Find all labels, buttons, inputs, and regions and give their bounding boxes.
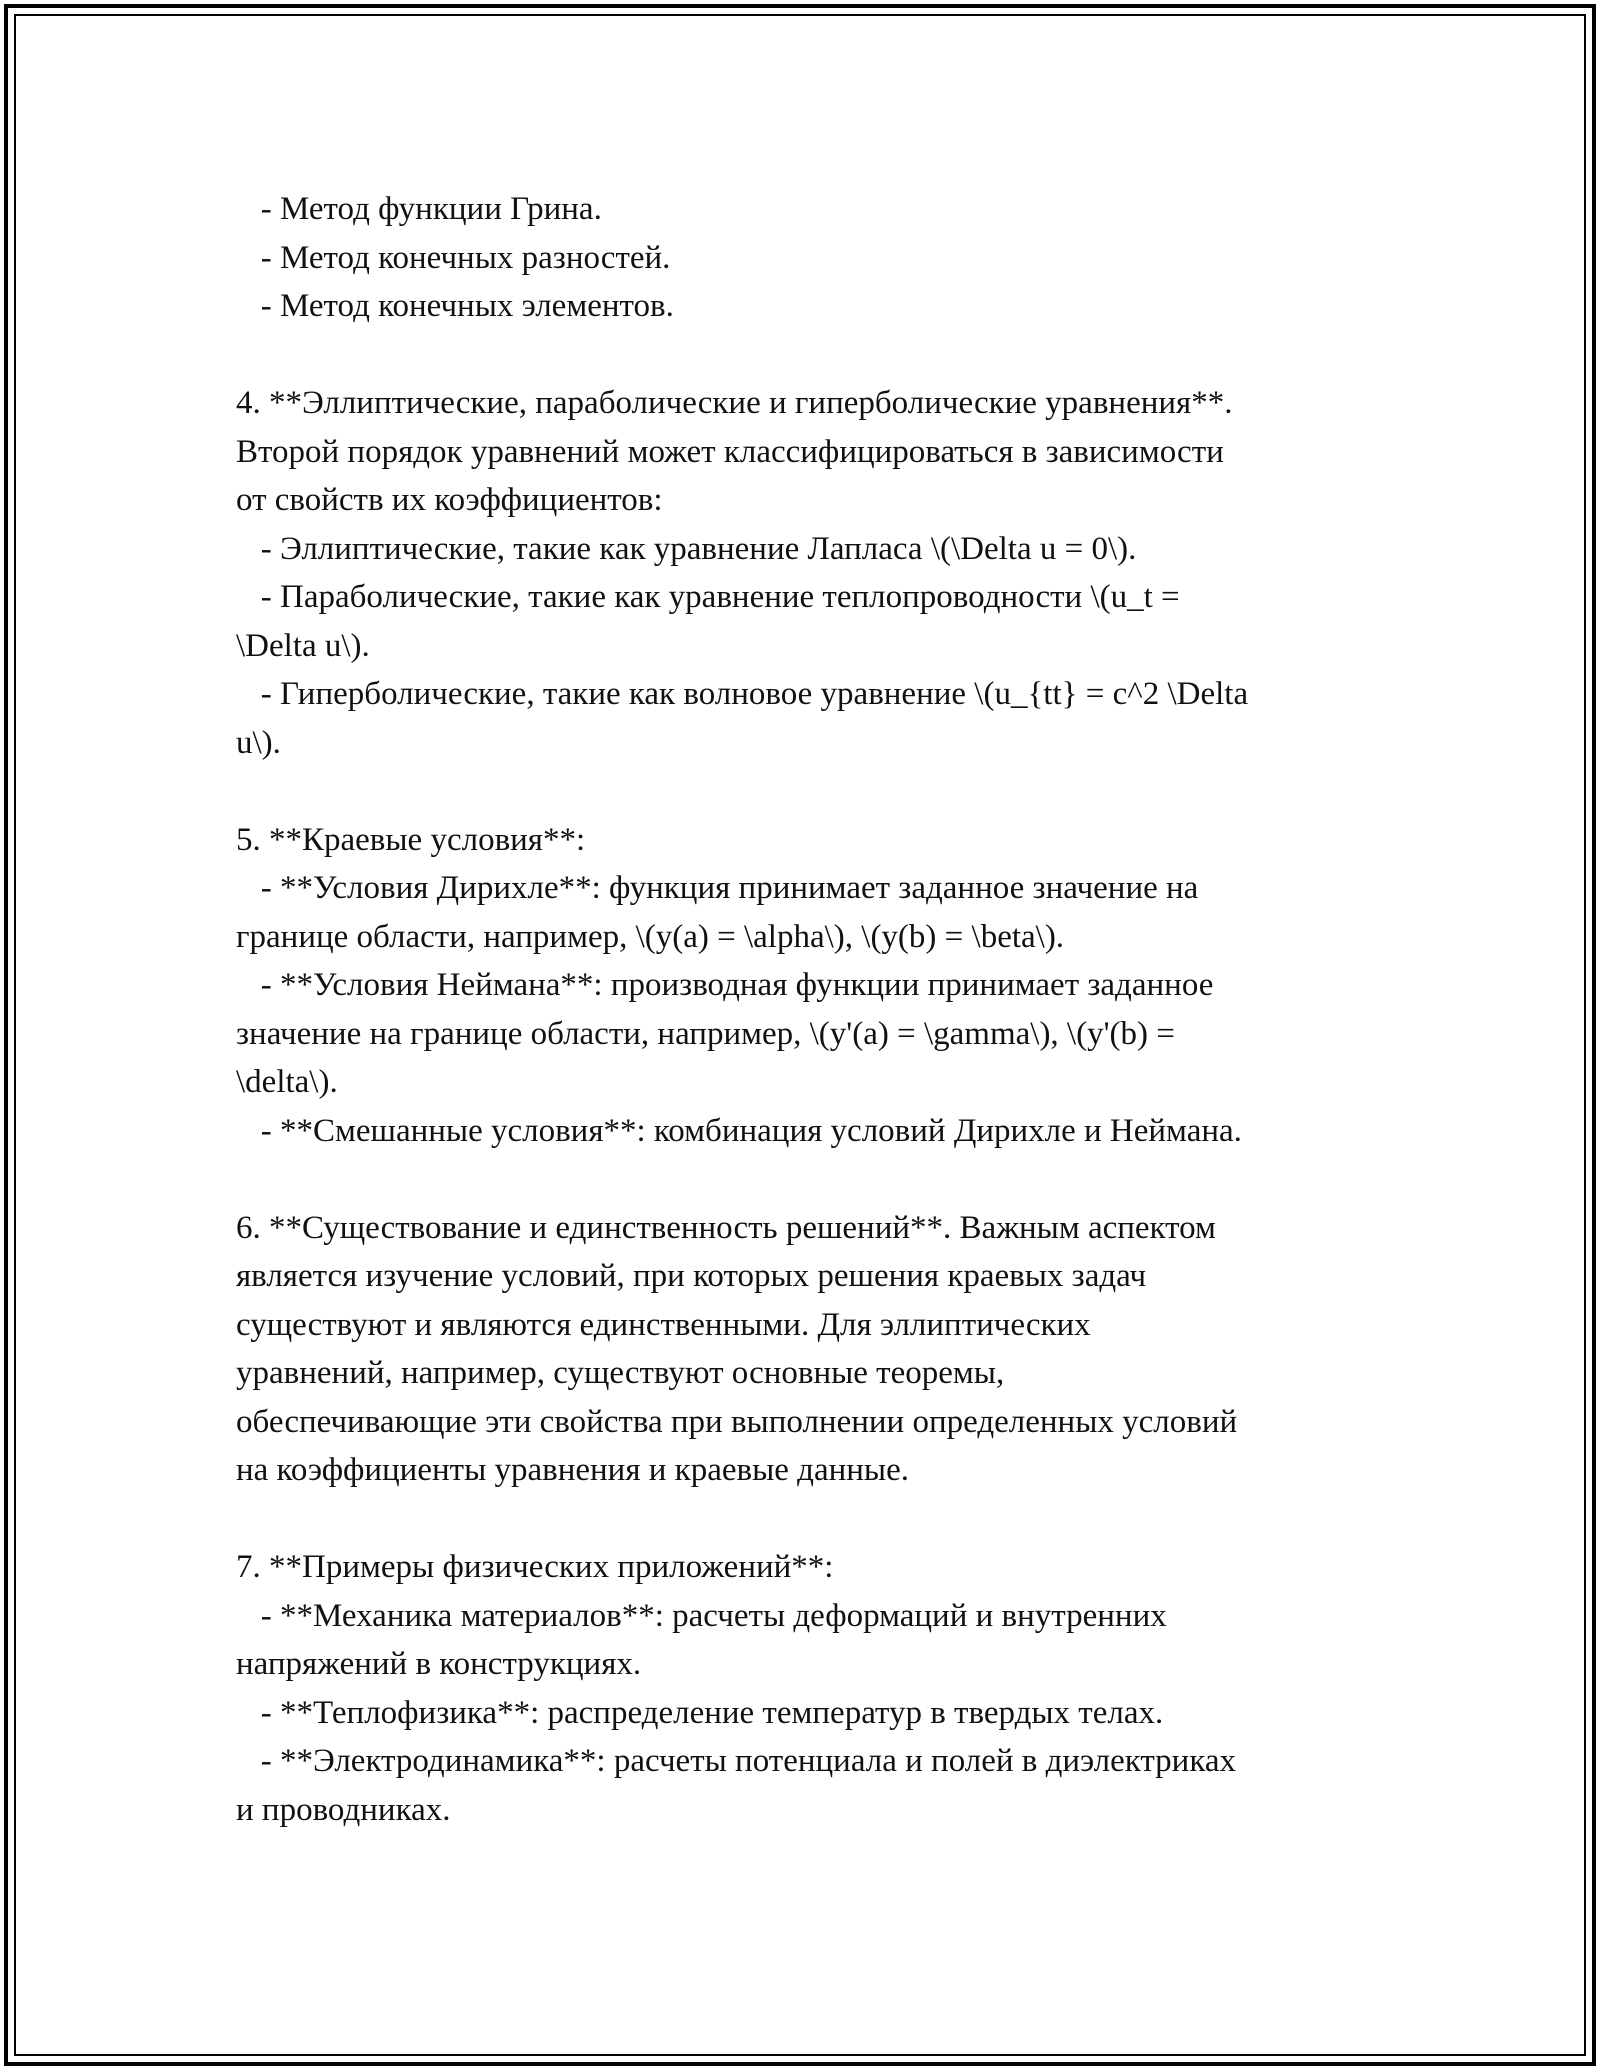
text-line: \Delta u\). bbox=[236, 627, 370, 664]
text-line: обеспечивающие эти свойства при выполнении определенных условий bbox=[236, 1403, 1238, 1440]
text-line: u\). bbox=[236, 724, 281, 761]
text-line: - **Условия Дирихле**: функция принимает заданное значение на bbox=[236, 870, 1199, 906]
section-heading-5: 5. **Краевые условия**: bbox=[236, 821, 586, 858]
document-body bbox=[236, 185, 1376, 1834]
blank-line bbox=[236, 1495, 1376, 1544]
text-line: - **Электродинамика**: расчеты потенциала и полей в диэлектриках bbox=[236, 1743, 1237, 1779]
text-line: уравнений, например, существуют основные теоремы, bbox=[236, 1355, 1005, 1391]
section-heading-6: 6. **Существование и единственность решений**. Важным аспектом bbox=[236, 1209, 1216, 1246]
text-line: значение на границе области, например, \(y'(a) = \gamma\), \(y'(b) = bbox=[236, 1015, 1175, 1052]
blank-line bbox=[236, 1155, 1376, 1204]
text-line: напряжений в конструкциях. bbox=[236, 1646, 642, 1682]
text-line: Второй порядок уравнений может классифицироваться в зависимости bbox=[236, 433, 1224, 470]
text-line: - Гиперболические, такие как волновое уравнение \(u_{tt} = c^2 \Delta bbox=[236, 676, 1249, 712]
text-line: - Метод конечных элементов. bbox=[236, 288, 674, 324]
text-line: - Метод конечных разностей. bbox=[236, 239, 671, 276]
text-line: - **Механика материалов**: расчеты деформаций и внутренних bbox=[236, 1597, 1167, 1634]
section-heading-7: 7. **Примеры физических приложений**: bbox=[236, 1549, 834, 1585]
text-line: - **Смешанные условия**: комбинация условий Дирихле и Неймана. bbox=[236, 1112, 1242, 1149]
text-line: является изучение условий, при которых решения краевых задач bbox=[236, 1258, 1147, 1294]
text-line: \delta\). bbox=[236, 1064, 338, 1100]
section-heading-4: 4. **Эллиптические, параболические и гиперболические уравнения**. bbox=[236, 385, 1233, 421]
text-line: - **Теплофизика**: распределение температур в твердых телах. bbox=[236, 1694, 1164, 1731]
text-line: и проводниках. bbox=[236, 1791, 451, 1828]
blank-line bbox=[236, 767, 1376, 816]
text-line: границе области, например, \(y(a) = \alpha\), \(y(b) = \beta\). bbox=[236, 918, 1065, 955]
text-line: - **Условия Неймана**: производная функции принимает заданное bbox=[236, 967, 1214, 1003]
text-line: от свойств их коэффициентов: bbox=[236, 482, 663, 518]
text-line: существуют и являются единственными. Для эллиптических bbox=[236, 1306, 1091, 1343]
text-line: - Метод функции Грина. bbox=[236, 191, 602, 227]
text-line: на коэффициенты уравнения и краевые данные. bbox=[236, 1452, 909, 1488]
text-line: - Параболические, такие как уравнение теплопроводности \(u_t = bbox=[236, 579, 1180, 615]
text-line: - Эллиптические, такие как уравнение Лапласа \(\Delta u = 0\). bbox=[236, 530, 1137, 567]
blank-line bbox=[236, 331, 1376, 380]
